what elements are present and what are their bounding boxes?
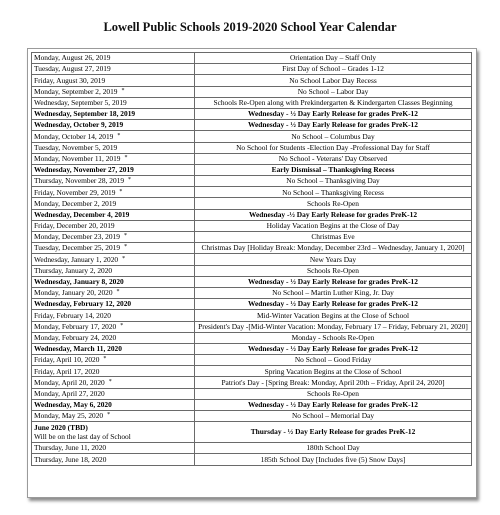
holiday-marker: * [119, 188, 123, 195]
event-cell: Wednesday - ½ Day Early Release for grades PreK-12 [195, 120, 472, 131]
holiday-marker: * [124, 154, 128, 161]
holiday-marker: * [116, 289, 120, 296]
date-text: Thursday, June 11, 2020 [34, 443, 107, 453]
date-text: Wednesday, September 5, 2019 [34, 98, 127, 108]
date-text: Wednesday, May 6, 2020 [34, 400, 112, 410]
date-cell [32, 232, 195, 243]
table-row [32, 422, 472, 443]
table-row [32, 276, 472, 287]
date-text: Wednesday, March 11, 2020 [34, 344, 122, 354]
date-text: Tuesday, December 25, 2019 [34, 243, 121, 253]
date-text: Monday, October 14, 2019 [34, 131, 114, 141]
date-text: Wednesday, February 12, 2020 [34, 299, 132, 309]
holiday-marker: * [124, 244, 128, 251]
date-text: Monday, December 23, 2019 [34, 232, 120, 242]
page-title: Lowell Public Schools 2019-2020 School Year Calendar [103, 20, 397, 34]
date-cell [32, 388, 195, 399]
date-cell [32, 443, 195, 454]
event-cell: 185th School Day [Includes five (5) Snow Days] [195, 454, 472, 465]
date-cell [32, 411, 195, 422]
date-cell [32, 142, 195, 153]
event-cell: Wednesday - ½ Day Early Release for grades PreK-12 [195, 399, 472, 410]
date-text: Monday, November 11, 2019 [34, 153, 121, 163]
date-text: Monday, April 27, 2020 [34, 388, 105, 398]
date-text: Monday, February 24, 2020 [34, 332, 117, 342]
date-text: Tuesday, August 27, 2019 [34, 64, 111, 74]
event-cell: No School for Students -Election Day -Professional Day for Staff [195, 142, 472, 153]
event-cell: No School – Thanksgiving Day [195, 176, 472, 187]
event-cell: Thursday - ½ Day Early Release for grades PreK-12 [195, 422, 472, 443]
table-row [32, 443, 472, 454]
date-cell [32, 276, 195, 287]
event-cell: No School Labor Day Recess [195, 75, 472, 86]
event-cell: Wednesday -½ Day Early Release for grades PreK-12 [195, 209, 472, 220]
table-row [32, 454, 472, 465]
holiday-marker: * [103, 356, 107, 363]
holiday-marker: * [108, 378, 112, 385]
date-text: Monday, May 25, 2020 [34, 411, 104, 421]
table-row [32, 142, 472, 153]
calendar-rows [32, 53, 472, 466]
table-row [32, 399, 472, 410]
date-cell [32, 377, 195, 388]
date-cell [32, 299, 195, 310]
date-cell [32, 265, 195, 276]
date-text: Wednesday, September 18, 2019 [34, 109, 136, 119]
date-note: Will be on the last day of School [34, 432, 131, 442]
event-cell: Christmas Day [Holiday Break: Monday, December 23rd – Wednesday, January 1, 2020] [195, 243, 472, 254]
table-row [32, 86, 472, 97]
date-text: Thursday, November 28, 2019 [34, 176, 125, 186]
event-cell: Schools Re-Open along with Prekindergarten & Kindergarten Classes Beginning [195, 97, 472, 108]
table-row [32, 75, 472, 86]
event-cell: Schools Re-Open [195, 265, 472, 276]
date-text: Friday, November 29, 2019 [34, 187, 116, 197]
date-cell [32, 332, 195, 343]
date-cell [32, 64, 195, 75]
table-row [32, 287, 472, 298]
table-row [32, 243, 472, 254]
date-cell [32, 366, 195, 377]
event-cell: No School - Veterans' Day Observed [195, 153, 472, 164]
date-cell [32, 243, 195, 254]
holiday-marker: * [117, 132, 121, 139]
event-cell: Monday - Schools Re-Open [195, 332, 472, 343]
date-cell [32, 355, 195, 366]
date-cell [32, 153, 195, 164]
event-cell: Early Dismissal – Thanksgiving Recess [195, 164, 472, 175]
date-text: Friday, December 20, 2019 [34, 221, 115, 231]
date-text: Friday, February 14, 2020 [34, 310, 111, 320]
table-row [32, 120, 472, 131]
table-row [32, 131, 472, 142]
event-cell: No School – Thanksgiving Recess [195, 187, 472, 198]
date-text: Friday, August 30, 2019 [34, 75, 106, 85]
date-cell [32, 287, 195, 298]
holiday-marker: * [120, 322, 124, 329]
table-row [32, 411, 472, 422]
date-cell [32, 399, 195, 410]
table-row [32, 187, 472, 198]
date-text: June 2020 (TBD) [34, 422, 88, 432]
date-text: Monday, February 17, 2020 [34, 321, 117, 331]
date-cell [32, 187, 195, 198]
event-cell: First Day of School – Grades 1-12 [195, 64, 472, 75]
holiday-marker: * [107, 412, 111, 419]
holiday-marker: * [122, 255, 126, 262]
table-row [32, 53, 472, 64]
table-row [32, 220, 472, 231]
event-cell: 180th School Day [195, 443, 472, 454]
date-text: Monday, December 2, 2019 [34, 198, 117, 208]
date-cell [32, 108, 195, 119]
date-cell [32, 310, 195, 321]
event-cell: Wednesday - ½ Day Early Release for grades PreK-12 [195, 108, 472, 119]
event-cell: Wednesday - ½ Day Early Release for grades PreK-12 [195, 276, 472, 287]
event-cell: Wednesday - ½ Day Early Release for grades PreK-12 [195, 343, 472, 354]
table-row [32, 108, 472, 119]
date-cell [32, 321, 195, 332]
table-row [32, 321, 472, 332]
table-row [32, 254, 472, 265]
event-cell: Patriot's Day - [Spring Break: Monday, April 20th – Friday, April 24, 2020] [195, 377, 472, 388]
date-cell [32, 53, 195, 64]
event-cell: Mid-Winter Vacation Begins at the Close of School [195, 310, 472, 321]
holiday-marker: * [121, 87, 125, 94]
date-text: Friday, April 10, 2020 [34, 355, 100, 365]
table-row [32, 377, 472, 388]
date-text: Monday, January 20, 2020 [34, 288, 113, 298]
date-cell [32, 198, 195, 209]
date-text: Wednesday, October 9, 2019 [34, 120, 124, 130]
table-row [32, 176, 472, 187]
event-cell: No School – Columbus Day [195, 131, 472, 142]
date-text: Tuesday, November 5, 2019 [34, 142, 118, 152]
date-cell [32, 120, 195, 131]
event-cell: Schools Re-Open [195, 198, 472, 209]
date-cell [32, 422, 195, 443]
event-cell: President's Day -[Mid-Winter Vacation: Monday, February 17 – Friday, February 21, 2020] [195, 321, 472, 332]
table-row [32, 97, 472, 108]
event-cell: Spring Vacation Begins at the Close of School [195, 366, 472, 377]
table-row [32, 310, 472, 321]
date-cell [32, 176, 195, 187]
date-text: Wednesday, January 1, 2020 [34, 254, 119, 264]
table-row [32, 164, 472, 175]
table-row [32, 64, 472, 75]
table-row [32, 209, 472, 220]
date-cell [32, 97, 195, 108]
holiday-marker: * [128, 177, 132, 184]
date-text: Wednesday, November 27, 2019 [34, 165, 134, 175]
event-cell: No School – Labor Day [195, 86, 472, 97]
event-cell: Wednesday - ½ Day Early Release for grades PreK-12 [195, 299, 472, 310]
event-cell: No School – Good Friday [195, 355, 472, 366]
table-row [32, 198, 472, 209]
event-cell: No School – Memorial Day [195, 411, 472, 422]
event-cell: No School – Martin Luther King, Jr. Day [195, 287, 472, 298]
table-row [32, 265, 472, 276]
date-text: Monday, September 2, 2019 [34, 86, 118, 96]
date-text: Friday, April 17, 2020 [34, 366, 100, 376]
date-cell [32, 454, 195, 465]
date-text: Wednesday, January 8, 2020 [34, 277, 124, 287]
date-cell [32, 209, 195, 220]
date-text: Monday, April 20, 2020 [34, 377, 105, 387]
event-cell: Christmas Eve [195, 232, 472, 243]
date-text: Monday, August 26, 2019 [34, 53, 111, 63]
holiday-marker: * [123, 233, 127, 240]
date-cell [32, 131, 195, 142]
table-row [32, 299, 472, 310]
table-row [32, 153, 472, 164]
event-cell: Orientation Day – Staff Only [195, 53, 472, 64]
date-text: Thursday, January 2, 2020 [34, 265, 113, 275]
date-cell [32, 164, 195, 175]
date-cell [32, 86, 195, 97]
table-row [32, 332, 472, 343]
calendar-frame [27, 48, 477, 498]
date-text: Wednesday, December 4, 2019 [34, 209, 130, 219]
date-cell [32, 254, 195, 265]
event-cell: New Years Day [195, 254, 472, 265]
date-cell [32, 75, 195, 86]
date-text: Thursday, June 18, 2020 [34, 454, 107, 464]
table-row [32, 388, 472, 399]
table-row [32, 232, 472, 243]
table-row [32, 343, 472, 354]
event-cell: Schools Re-Open [195, 388, 472, 399]
date-cell [32, 343, 195, 354]
calendar-table [31, 52, 472, 466]
table-row [32, 355, 472, 366]
date-cell [32, 220, 195, 231]
event-cell: Holiday Vacation Begins at the Close of Day [195, 220, 472, 231]
table-row [32, 366, 472, 377]
